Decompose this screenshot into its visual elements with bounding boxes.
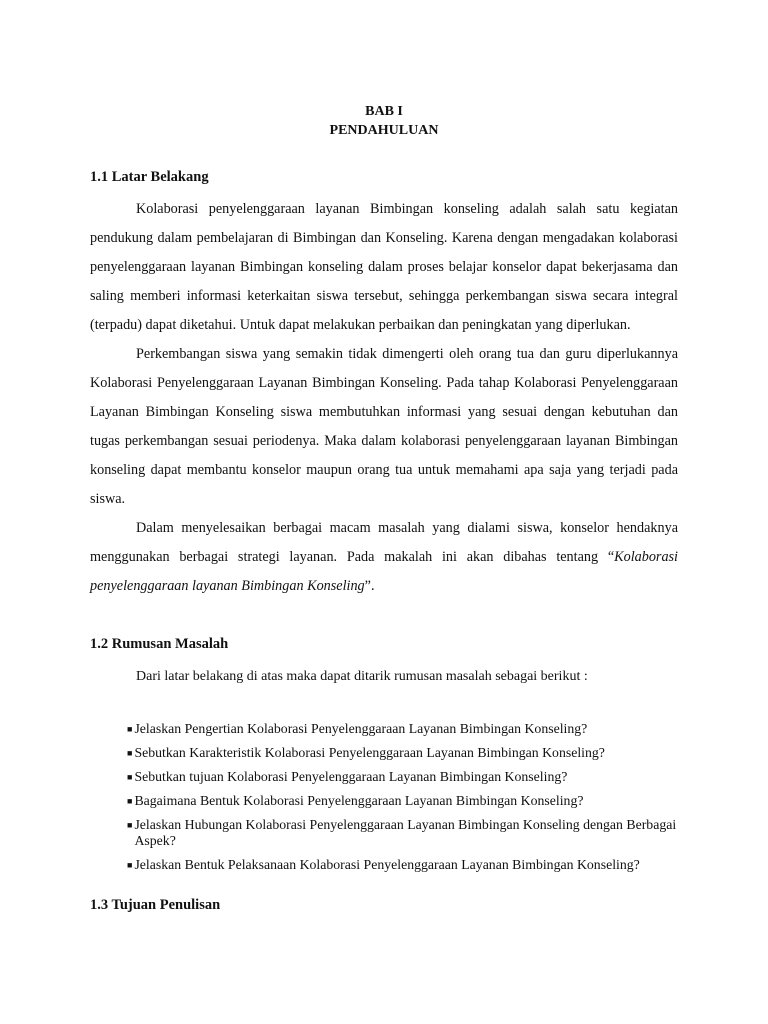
square-bullet-icon: ■ [127, 772, 133, 782]
paragraph-3 [90, 514, 678, 601]
square-bullet-icon: ■ [127, 796, 133, 806]
rumusan-intro: Dari latar belakang di atas maka dapat ditarik rumusan masalah sebagai berikut : [136, 669, 588, 684]
square-bullet-icon: ■ [127, 724, 133, 734]
paragraph-1: Kolaborasi penyelenggaraan layanan Bimbingan konseling adalah salah satu kegiatan pendukung dalam pembelajaran di Bimbingan dan Konseling. Karena dengan mengadakan kolaborasi penyelenggaraan layanan Bimbingan konseling dalam proses belajar konselor dapat bekerjasama dan saling memberi informasi keterkaitan siswa tersebut, sehingga perkembangan siswa secara integral (terpadu) dapat diketahui. Untuk dapat melakukan perbaikan dan peningkatan yang diperlukan. [90, 201, 678, 333]
section-heading-tujuan-penulisan: 1.3 Tujuan Penulisan [90, 897, 221, 913]
document-page [90, 102, 678, 915]
square-bullet-icon: ■ [127, 748, 133, 758]
paragraph-2: Perkembangan siswa yang semakin tidak dimengerti oleh orang tua dan guru diperlukannya Kolaborasi Penyelenggaraan Layanan Bimbingan Konseling. Pada tahap Kolaborasi Penyelenggaraan Layanan Bimbingan Konseling siswa membutuhkan informasi yang sesuai dengan kebutuhan dan tugas perkembangan sesuai periodenya. Maka dalam kolaborasi penyelenggaraan layanan Bimbingan konseling dapat membantu konselor maupun orang tua untuk memahami apa saja yang terjadi pada siswa. [90, 346, 678, 507]
paragraph-3-start: Dalam menyelesaikan berbagai macam masalah yang dialami siswa, konselor hendaknya menggunakan berbagai strategi layanan. Pada makalah ini akan dibahas tentang “ [90, 520, 678, 565]
square-bullet-icon: ■ [127, 820, 133, 830]
list-item [127, 857, 678, 873]
paragraph-3-end: ”. [364, 578, 375, 594]
list-item-text: Jelaskan Bentuk Pelaksanaan Kolaborasi Penyelenggaraan Layanan Bimbingan Konseling? [134, 857, 640, 872]
rumusan-list [127, 721, 678, 873]
chapter-number: BAB I [365, 104, 403, 119]
list-item [127, 721, 678, 737]
paragraph-3-italic-title: Kolaborasi penyelenggaraan layanan Bimbingan Konseling [90, 549, 678, 594]
chapter-title [90, 102, 678, 140]
list-item-text: Jelaskan Pengertian Kolaborasi Penyelenggaraan Layanan Bimbingan Konseling? [134, 721, 588, 736]
chapter-name: PENDAHULUAN [329, 123, 439, 138]
list-item [127, 793, 678, 809]
section-heading-rumusan-masalah: 1.2 Rumusan Masalah [90, 636, 229, 652]
list-item [127, 817, 678, 849]
list-item [127, 745, 678, 761]
list-item-text: Sebutkan Karakteristik Kolaborasi Penyelenggaraan Layanan Bimbingan Konseling? [134, 745, 605, 760]
list-item-text: Sebutkan tujuan Kolaborasi Penyelenggaraan Layanan Bimbingan Konseling? [134, 769, 568, 784]
list-item [127, 769, 678, 785]
list-item-text: Jelaskan Hubungan Kolaborasi Penyelenggaraan Layanan Bimbingan Konseling dengan Berbagai Aspek? [134, 817, 677, 848]
list-item-text: Bagaimana Bentuk Kolaborasi Penyelenggaraan Layanan Bimbingan Konseling? [134, 793, 584, 808]
square-bullet-icon: ■ [127, 860, 133, 870]
section-heading-latar-belakang: 1.1 Latar Belakang [90, 169, 209, 185]
